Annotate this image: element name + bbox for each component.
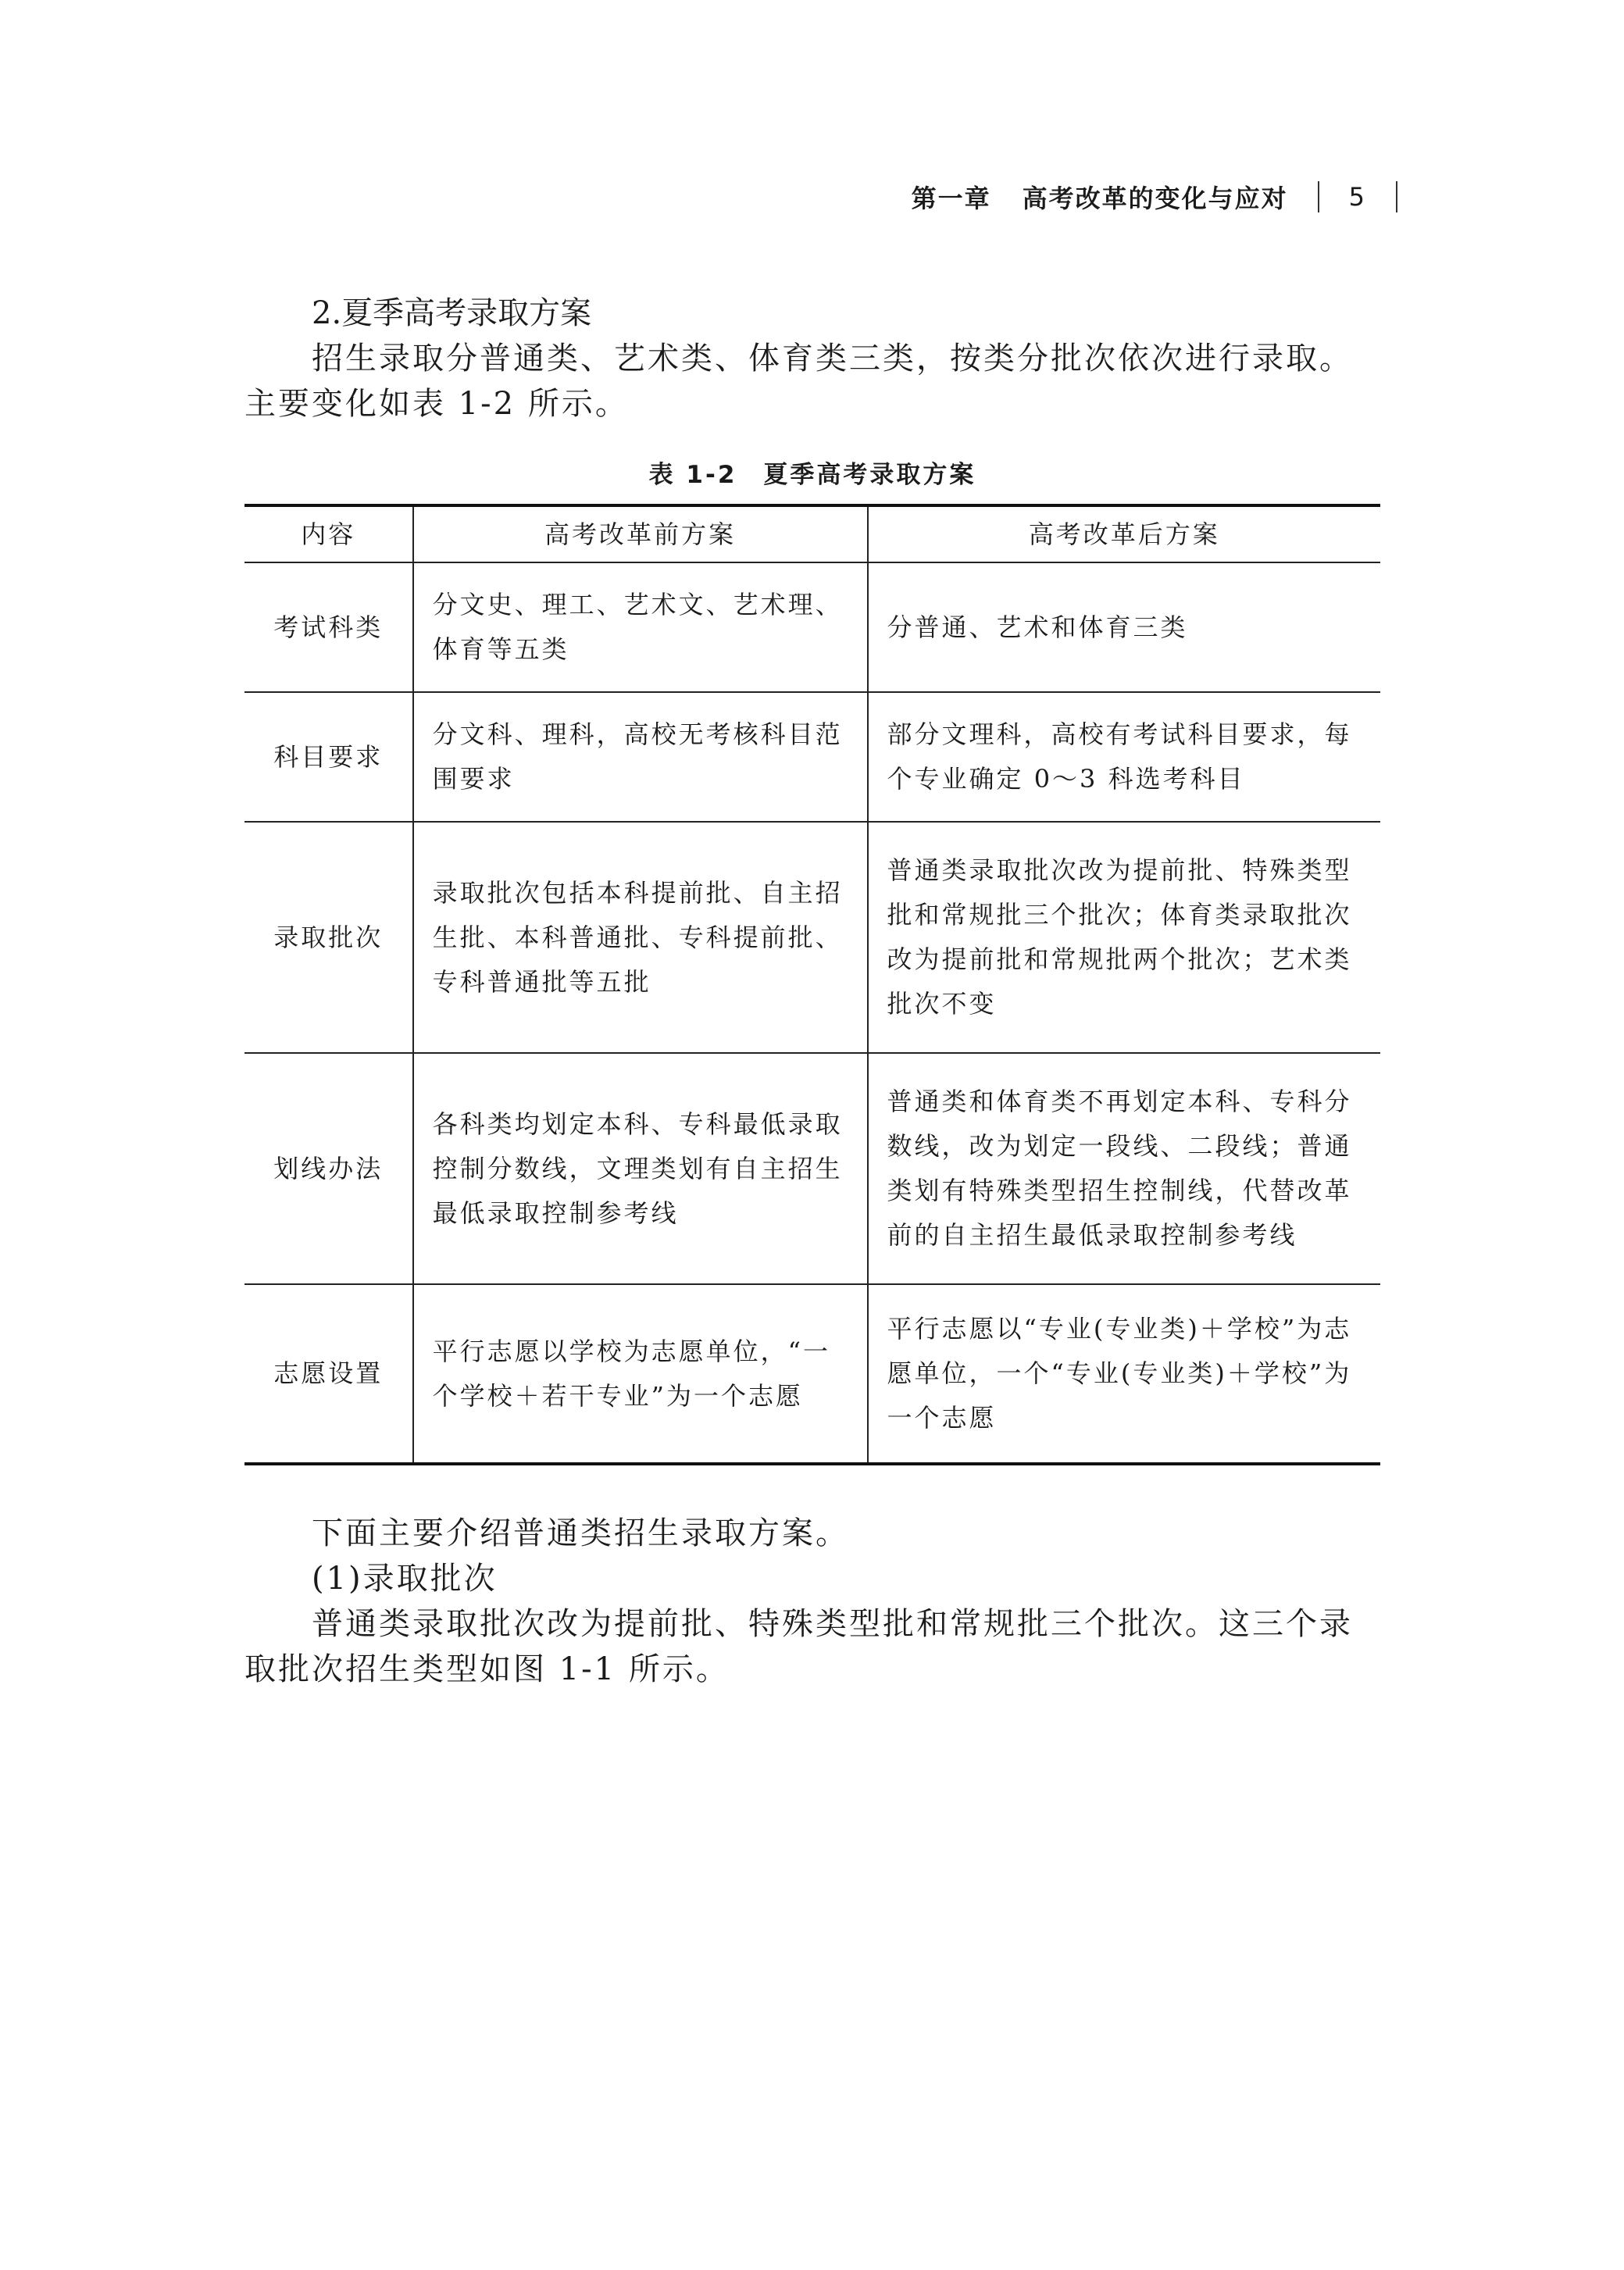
row-label: 科目要求 xyxy=(244,692,413,822)
table-header-row xyxy=(244,505,1380,562)
row-label: 志愿设置 xyxy=(244,1284,413,1464)
cell-before: 录取批次包括本科提前批、自主招生批、本科普通批、专科提前批、专科普通批等五批 xyxy=(413,822,868,1053)
row-label: 划线办法 xyxy=(244,1053,413,1284)
cell-after: 普通类和体育类不再划定本科、专科分数线，改为划定一段线、二段线；普通类划有特殊类型招生控制线，代替改革前的自主招生最低录取控制参考线 xyxy=(868,1053,1380,1284)
row-label: 录取批次 xyxy=(244,822,413,1053)
table-row xyxy=(244,562,1380,692)
cell-before: 分文科、理科，高校无考核科目范围要求 xyxy=(413,692,868,822)
intro-paragraph: 招生录取分普通类、艺术类、体育类三类，按类分批次依次进行录取。主要变化如表 1-2 所示。 xyxy=(244,341,1353,422)
column-header-after: 高考改革后方案 xyxy=(868,505,1380,562)
cell-before: 平行志愿以学校为志愿单位，“一个学校＋若干专业”为一个志愿 xyxy=(413,1284,868,1464)
cell-after: 普通类录取批次改为提前批、特殊类型批和常规批三个批次；体育类录取批次改为提前批和常规批两个批次；艺术类批次不变 xyxy=(868,822,1380,1053)
table-row xyxy=(244,1284,1380,1464)
page-number: 5 xyxy=(1348,182,1366,212)
body-paragraph: 普通类录取批次改为提前批、特殊类型批和常规批三个批次。这三个录取批次招生类型如图 1-1 所示。 xyxy=(244,1606,1353,1687)
table-row xyxy=(244,822,1380,1053)
cell-after: 部分文理科，高校有考试科目要求，每个专业确定 0～3 科选考科目 xyxy=(868,692,1380,822)
cell-before: 分文史、理工、艺术文、艺术理、体育等五类 xyxy=(413,562,868,692)
header-divider xyxy=(1318,181,1319,212)
body-line: 下面主要介绍普通类招生录取方案。 xyxy=(312,1515,849,1551)
chapter-number: 第一章 xyxy=(911,184,991,213)
chapter-title: 高考改革的变化与应对 xyxy=(1022,184,1288,213)
cell-after: 分普通、艺术和体育三类 xyxy=(868,562,1380,692)
column-header-before: 高考改革前方案 xyxy=(413,505,868,562)
column-header-content: 内容 xyxy=(244,505,413,562)
cell-after: 平行志愿以“专业(专业类)＋学校”为志愿单位，一个“专业(专业类)＋学校”为一个志愿 xyxy=(868,1284,1380,1464)
running-header xyxy=(912,178,1397,216)
table-row xyxy=(244,692,1380,822)
admission-plan-table xyxy=(244,504,1380,1465)
subsection-heading: (1)录取批次 xyxy=(312,1561,498,1597)
table-row xyxy=(244,1053,1380,1284)
table-caption: 表 1-2 夏季高考录取方案 xyxy=(648,461,976,489)
page-content xyxy=(244,291,1380,1692)
cell-before: 各科类均划定本科、专科最低录取控制分数线，文理类划有自主招生最低录取控制参考线 xyxy=(413,1053,868,1284)
section-heading: 2.夏季高考录取方案 xyxy=(312,295,592,331)
header-divider-right xyxy=(1396,181,1397,212)
row-label: 考试科类 xyxy=(244,562,413,692)
after-table-text xyxy=(244,1511,1380,1692)
